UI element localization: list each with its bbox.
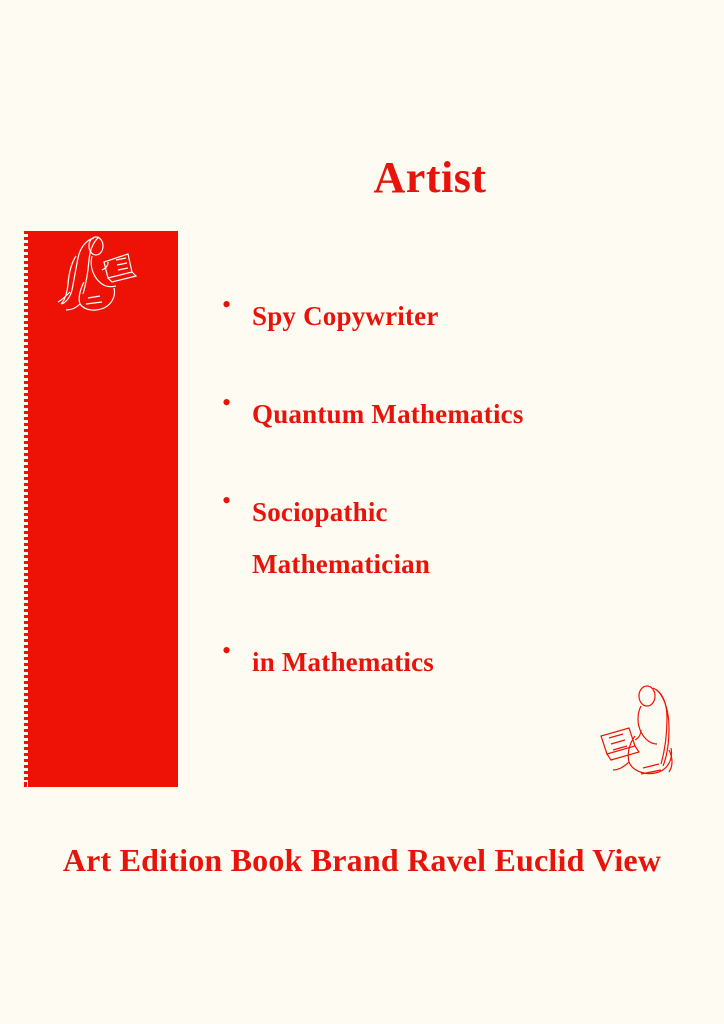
- list-item-label: [252, 636, 434, 688]
- bullet-dot-icon: •: [222, 388, 232, 417]
- page-title: Artist: [373, 153, 487, 202]
- list-item-line: in Mathematics: [252, 647, 435, 677]
- list-item: [222, 290, 682, 342]
- list-item-line: Mathematician: [252, 549, 431, 579]
- list-item-line: Sociopathic: [252, 497, 388, 527]
- list-item-label: [252, 486, 430, 590]
- footer-text: Art Edition Book Brand Ravel Euclid View: [62, 842, 662, 878]
- list-item: [222, 388, 682, 440]
- list-item: [222, 636, 682, 688]
- list-item-line: Spy Copywriter: [252, 301, 439, 331]
- list-item-label: [252, 290, 439, 342]
- woman-reading-book-icon-top: [36, 232, 141, 327]
- bullet-dot-icon: •: [222, 636, 232, 665]
- list-item: [222, 486, 682, 590]
- bullet-dot-icon: •: [222, 290, 232, 319]
- bullet-dot-icon: •: [222, 486, 232, 515]
- list-item-line: Quantum Mathematics: [252, 399, 524, 429]
- list-item-label: [252, 388, 524, 440]
- bullet-list: [222, 290, 682, 734]
